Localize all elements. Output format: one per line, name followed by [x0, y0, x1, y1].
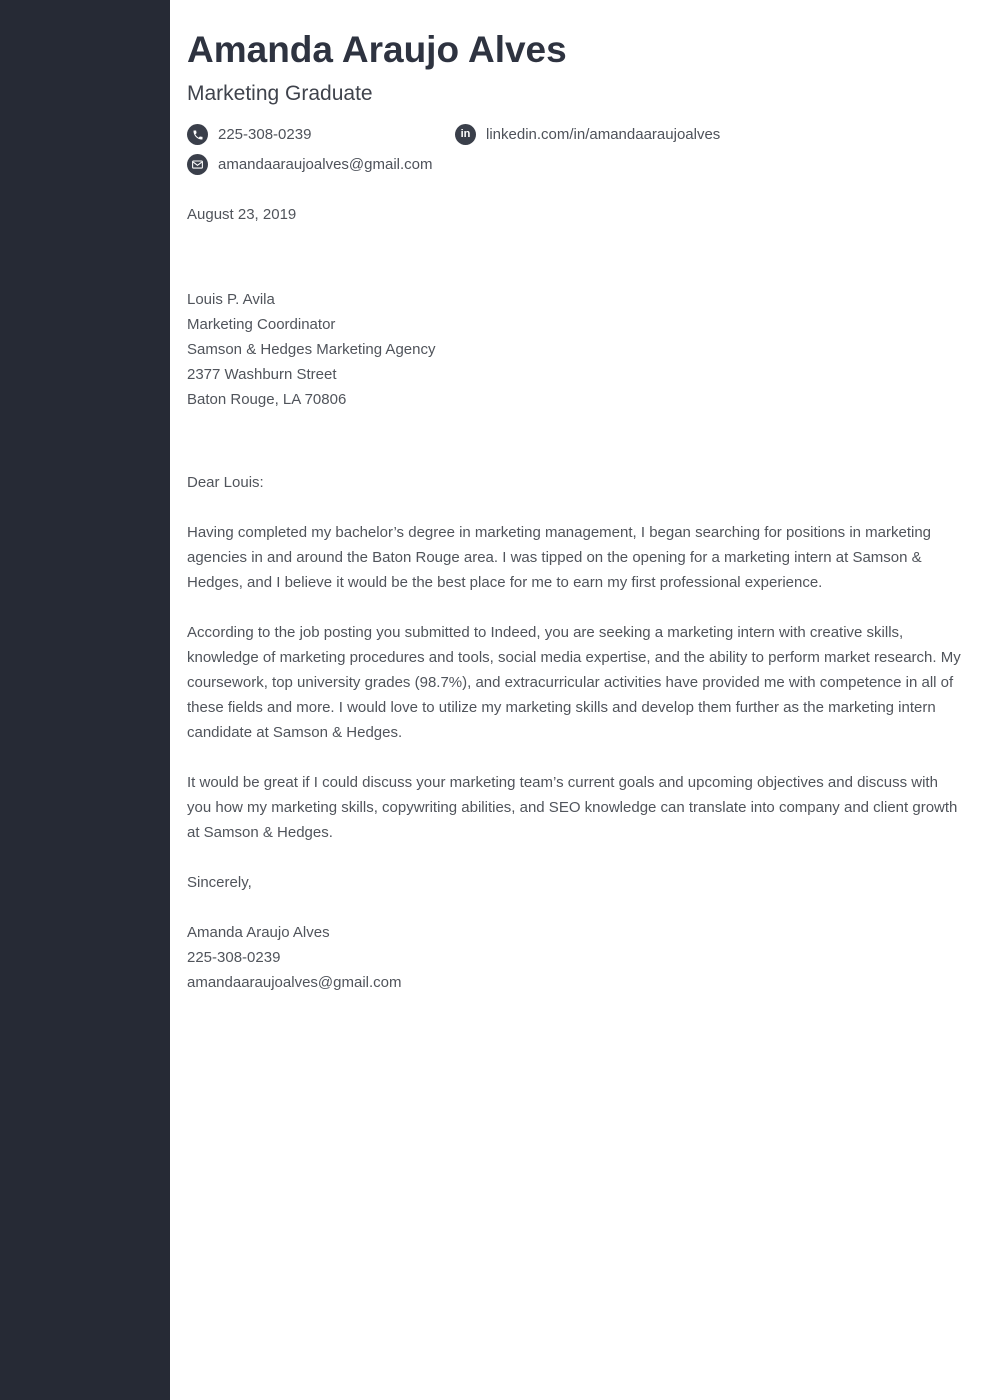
closing: Sincerely,	[187, 874, 252, 891]
letter-content	[187, 0, 962, 995]
applicant-name: Amanda Araujo Alves	[187, 29, 567, 70]
signature-name: Amanda Araujo Alves	[187, 924, 330, 941]
applicant-job-title: Marketing Graduate	[187, 82, 373, 105]
body-paragraph-1: Having completed my bachelor’s degree in marketing management, I began searching for positions in marketing agencies in and around the Baton Rouge area. I was tipped on the opening for a marketing intern at Samson & Hedges, and I believe it would be the best place for me to earn my first professional experience.	[187, 524, 932, 591]
recipient-city: Baton Rouge, LA 70806	[187, 391, 347, 408]
phone-number: 225-308-0239	[218, 126, 312, 143]
contact-email	[187, 154, 455, 175]
signature-email: amandaaraujoalves@gmail.com	[187, 974, 402, 991]
letter-date: August 23, 2019	[187, 206, 297, 223]
left-sidebar	[0, 0, 170, 1400]
contact-linkedin	[455, 124, 962, 145]
recipient-street: 2377 Washburn Street	[187, 366, 337, 383]
signature-phone: 225-308-0239	[187, 949, 281, 966]
linkedin-icon: in	[455, 124, 476, 145]
recipient-company: Samson & Hedges Marketing Agency	[187, 341, 436, 358]
recipient-block	[187, 287, 962, 412]
body-paragraph-2: According to the job posting you submitted to Indeed, you are seeking a marketing intern with creative skills, knowledge of marketing procedures and tools, social media expertise, and the ability to perform market research. My coursework, top university grades (98.7%), and extracurricular activities have provided me with competence in all of these fields and more. I would love to utilize my marketing skills and develop them further as the marketing intern candidate at Samson & Hedges.	[187, 624, 961, 741]
body-paragraph-3: It would be great if I could discuss your marketing team’s current goals and upcoming objectives and discuss with you how my marketing skills, copywriting abilities, and SEO knowledge can translate into company and client growth at Samson & Hedges.	[187, 774, 958, 841]
email-icon	[187, 154, 208, 175]
salutation: Dear Louis:	[187, 474, 264, 491]
recipient-name: Louis P. Avila	[187, 291, 275, 308]
linkedin-url: linkedin.com/in/amandaaraujoalves	[486, 126, 721, 143]
contact-info	[187, 124, 962, 175]
email-address: amandaaraujoalves@gmail.com	[218, 156, 433, 173]
phone-icon	[187, 124, 208, 145]
recipient-job-title: Marketing Coordinator	[187, 316, 336, 333]
contact-phone	[187, 124, 455, 145]
signature-block	[187, 920, 962, 995]
